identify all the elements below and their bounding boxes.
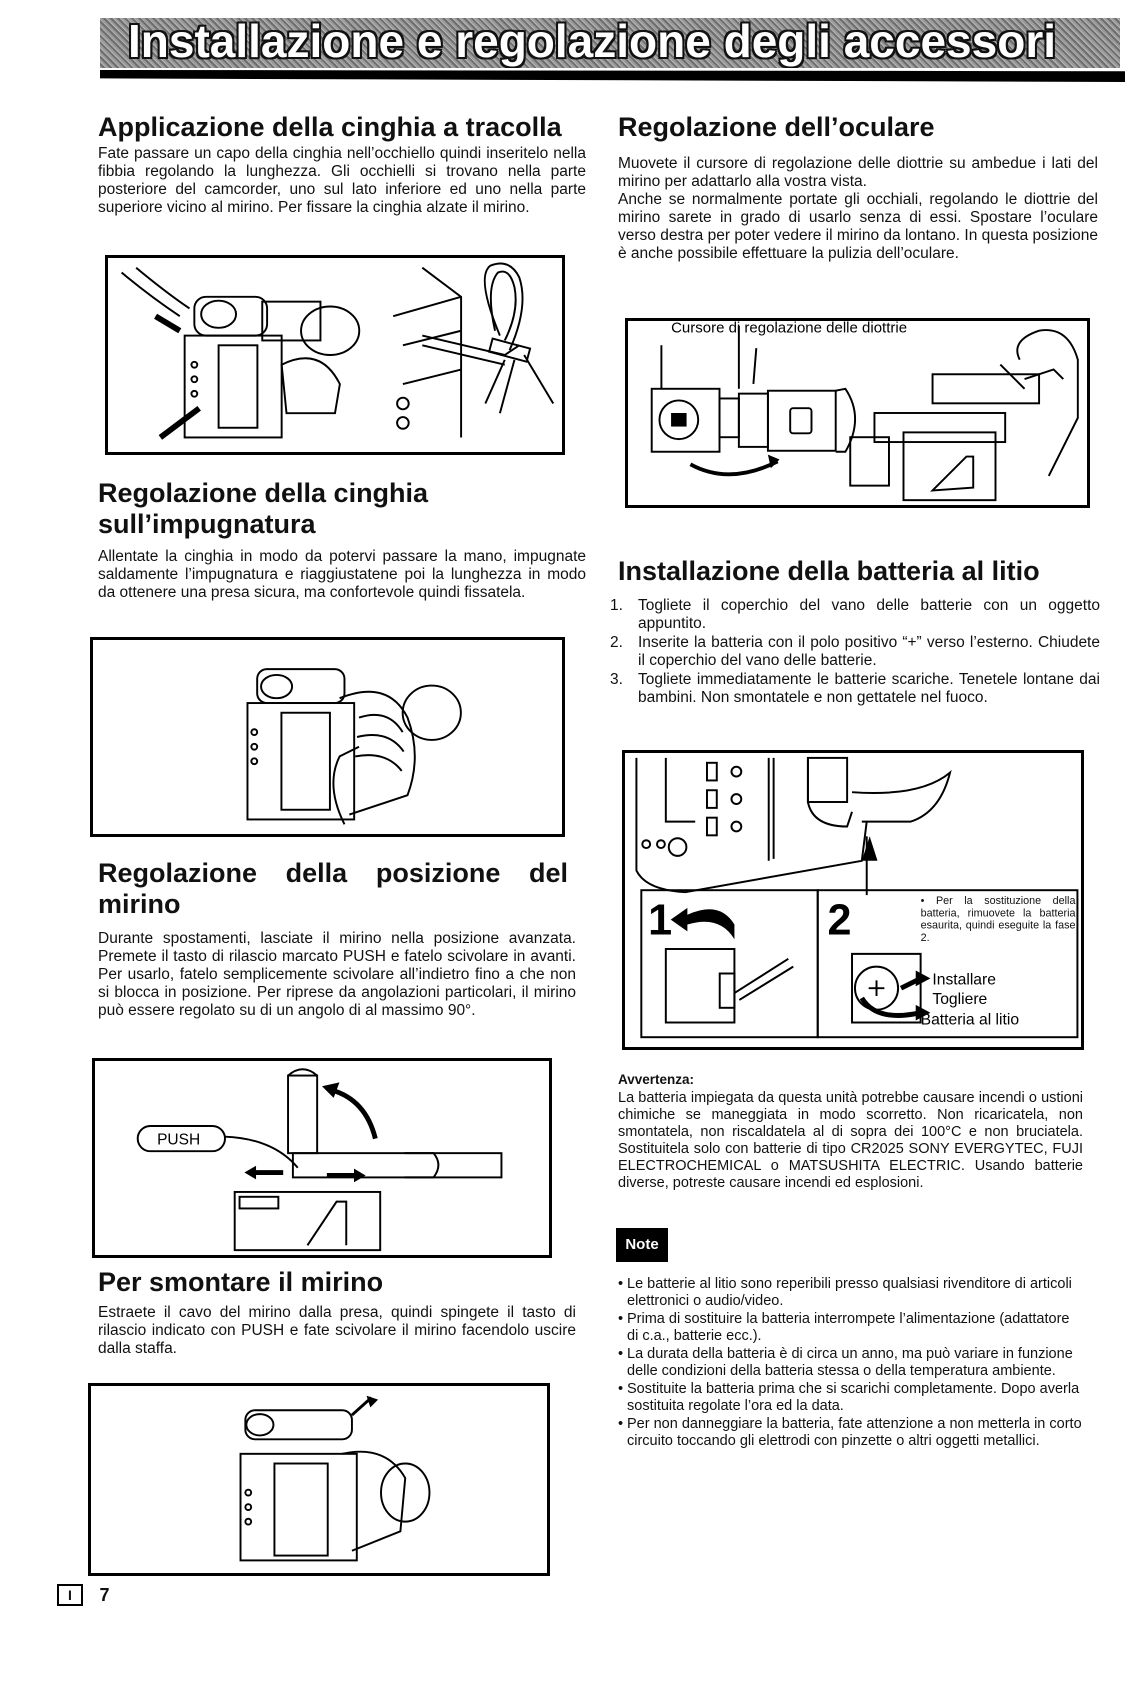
note-item: • La durata della batteria è di circa un anno, ma può variare in funzione delle condizioni della batteria stessa o della temperatura ambiente. — [618, 1346, 1083, 1380]
viewfinder-push-illustration — [95, 1061, 549, 1255]
figure-remove-viewfinder — [88, 1383, 550, 1576]
figure-battery — [622, 750, 1084, 1050]
warning-title: Avvertenza: — [618, 1072, 695, 1087]
text-remove-viewfinder: Estraete il cavo del mirino dalla presa, quindi spingete il tasto di rilascio indicato con PUSH e fate scivolare il mirino facendolo uscire dalla staffa. — [98, 1304, 576, 1357]
notes-list — [618, 1276, 1083, 1451]
remove-label: Togliere — [932, 990, 988, 1008]
heading-shoulder-strap: Applicazione della cinghia a tracolla — [98, 112, 562, 142]
battery-steps-list — [608, 597, 1100, 708]
text-shoulder-strap: Fate passare un capo della cinghia nell’occhiello quindi inseritelo nella fibbia regolando la lunghezza. Gli occhielli si trovano nella parte posteriore del camcorder, uno sul lato inferiore ed uno nella parte superiore vicino al mirino. Per fissare la cinghia alzate il mirino. — [98, 145, 586, 216]
figure-shoulder-strap — [105, 255, 565, 455]
viewfinder-detach-illustration — [91, 1386, 547, 1573]
page-title-banner — [100, 18, 1120, 68]
text-eyepiece: Muovete il cursore di regolazione delle diottrie su ambedue i lati del mirino per adattarlo alla vostra vista. Anche se normalmente portate gli occhiali, regolando le diottrie del mirino sarete in grado di usarlo senza di essi. Spostare l’oculare verso destra per poter vedere il mirino da lontano. In questa posizione è anche possibile effettuare la pulizia dell’oculare. — [618, 155, 1098, 262]
step-item: 1. Togliete il coperchio del vano delle batterie con un oggetto appuntito. — [610, 597, 1100, 632]
battery-step-1-number: 1 — [648, 896, 673, 945]
page-title: Installazione e regolazione degli accessori — [128, 18, 1056, 67]
text-viewfinder-position: Durante spostamenti, lasciate il mirino nella posizione avanzata. Premete il tasto di rilascio marcato PUSH e fatelo scivolare in avanti. Per usarlo, fatelo semplicemente scivolare all’indietro fino a che non si blocca in posizione. Per riprese da angolazioni particolari, il mirino può essere regolato su di un angolo di al massimo 90°. — [98, 930, 576, 1019]
battery-label: Batteria al litio — [920, 1011, 1020, 1029]
push-label: PUSH — [157, 1131, 201, 1149]
notes-badge: Note — [616, 1228, 668, 1262]
battery-step-2-number: 2 — [827, 896, 852, 945]
warning-text: La batteria impiegata da questa unità potrebbe causare incendi o ustioni chimiche se maneggiata in modo scorretto. Non ricaricatela, non smontatela, non riscaldatela al di sopra dei 100°C e non bruciatela. Sostituitela solo con batterie di tipo CR2025 SONY EVERGYTEC, FUJI ELECTROCHEMICAL o MATSUSHITA ELECTRIC. Usando batterie diverse, potreste causare incendi ed esplosioni. — [618, 1090, 1083, 1191]
hand-grip-illustration — [93, 640, 562, 834]
diopter-illustration — [628, 321, 1087, 505]
battery-replacement-note: • Per la sostituzione della batteria, rimuovete la batteria esaurita, quindi eseguite la fase 2. — [920, 895, 1076, 944]
camcorder-strap-illustration — [108, 258, 562, 452]
text-grip-strap: Allentate la cinghia in modo da potervi passare la mano, impugnate saldamente l’impugnatura e riaggiustatene poi la lunghezza in modo da ottenere una presa sicura, ma confortevole quindi fissatela. — [98, 548, 586, 601]
heading-eyepiece: Regolazione dell’oculare — [618, 112, 935, 142]
figure-viewfinder-push — [92, 1058, 552, 1258]
heading-remove-viewfinder: Per smontare il mirino — [98, 1267, 384, 1297]
page-number: 7 — [99, 1584, 110, 1605]
note-item: • Per non danneggiare la batteria, fate attenzione a non metterla in corto circuito toccando gli elettrodi con pinzette o altri oggetti metallici. — [618, 1416, 1083, 1450]
figure-grip-strap — [90, 637, 565, 837]
step-item: 2. Inserite la batteria con il polo positivo “+” verso l’esterno. Chiudete il coperchio del vano delle batterie. — [610, 634, 1100, 669]
note-item: • Prima di sostituire la batteria interrompete l’alimentazione (adattatore di c.a., batterie ecc.). — [618, 1311, 1083, 1345]
page-footer — [57, 1584, 109, 1606]
heading-lithium-battery: Installazione della batteria al litio — [618, 556, 1040, 586]
battery-compartment-illustration — [625, 753, 1081, 1047]
step-item: 3. Togliete immediatamente le batterie scariche. Tenetele lontane dai bambini. Non smontatele e non gettatele nel fuoco. — [610, 671, 1100, 706]
figure-eyepiece — [625, 318, 1090, 508]
note-item: • Le batterie al litio sono reperibili presso qualsiasi rivenditore di articoli elettronici o audio/video. — [618, 1276, 1083, 1310]
heading-grip-strap: Regolazione della cinghia sull’impugnatura — [98, 478, 429, 539]
note-item: • Sostituite la batteria prima che si scarichi completamente. Dopo averla sostituita regolate l’ora ed la data. — [618, 1381, 1083, 1415]
heading-viewfinder-position: Regolazione della posizione del mirino — [98, 858, 568, 919]
title-underline — [100, 70, 1125, 82]
language-mark: I — [57, 1584, 83, 1606]
install-label: Installare — [932, 971, 996, 989]
diopter-label: Cursore di regolazione delle diottrie — [671, 321, 908, 337]
